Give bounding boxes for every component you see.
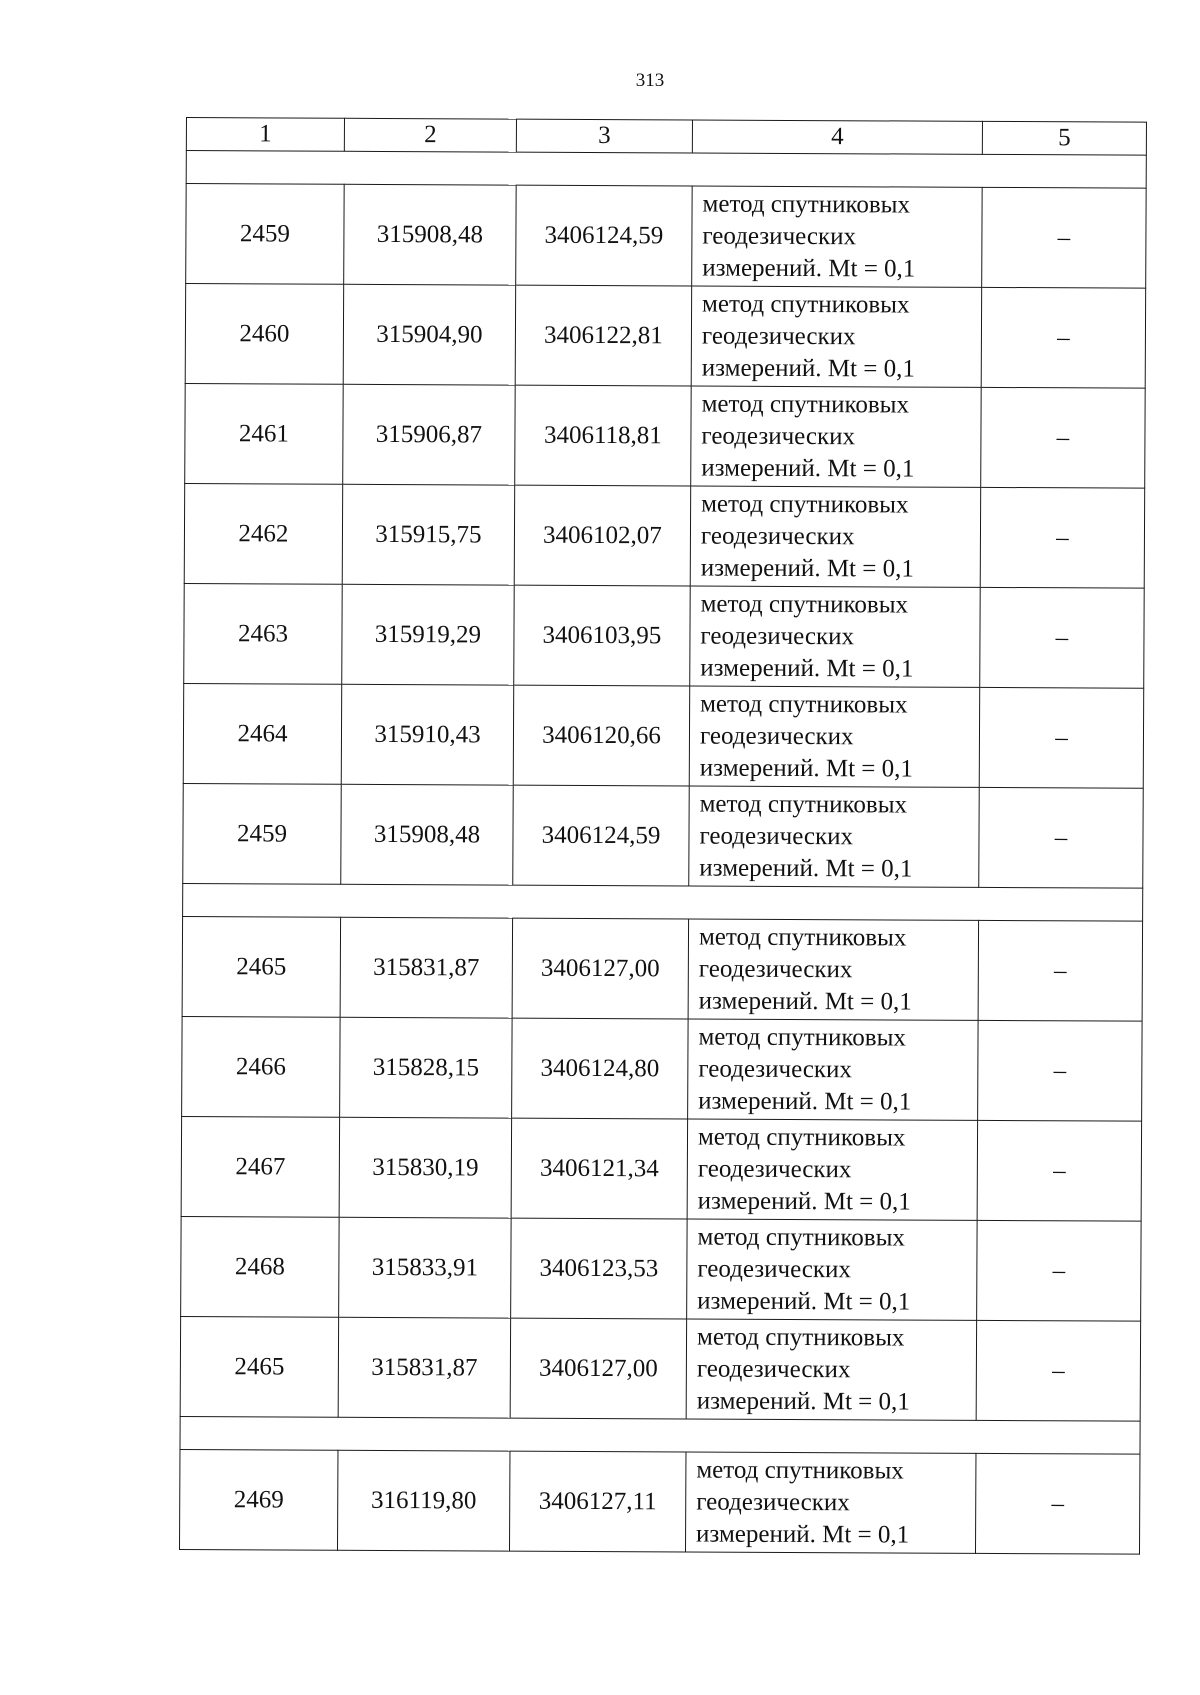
method-line-1: метод спутниковых: [696, 1456, 904, 1485]
description-cell: –: [981, 387, 1145, 488]
section-separator-row: [183, 883, 1143, 921]
method-line-1: метод спутниковых: [699, 790, 908, 819]
point-number-cell: 2465: [180, 1316, 338, 1417]
x-coordinate-cell: 315906,87: [343, 384, 515, 485]
method-line-3: измерений. Mt = 0,1: [701, 354, 915, 383]
section-separator-cell: [186, 151, 1146, 189]
header-cell-1: 1: [186, 118, 344, 152]
method-line-1: метод спутниковых: [696, 1323, 905, 1352]
x-coordinate-cell: 315910,43: [341, 684, 513, 785]
coordinates-table: [179, 117, 1147, 1555]
y-coordinate-cell: 3406102,07: [514, 485, 690, 586]
y-coordinate-cell: 3406124,59: [516, 185, 692, 286]
description-cell: –: [982, 187, 1146, 288]
point-number-cell: 2461: [185, 383, 343, 484]
method-cell: [690, 486, 980, 587]
method-line-1: метод спутниковых: [702, 290, 910, 319]
method-line-3: измерений. Mt = 0,1: [697, 1187, 911, 1216]
method-line-1: метод спутниковых: [697, 1123, 906, 1152]
section-separator-cell: [180, 1416, 1140, 1454]
method-line-2: геодезических: [697, 1155, 852, 1183]
description-cell: –: [979, 787, 1143, 888]
page-number: 313: [635, 70, 665, 91]
table-row: [181, 1116, 1141, 1221]
y-coordinate-cell: 3406123,53: [511, 1218, 687, 1319]
method-cell: [689, 686, 979, 787]
table-row: [184, 583, 1144, 688]
method-line-3: измерений. Mt = 0,1: [702, 254, 916, 283]
point-number-cell: 2459: [183, 783, 341, 884]
method-line-3: измерений. Mt = 0,1: [699, 754, 913, 783]
method-line-3: измерений. Mt = 0,1: [700, 554, 914, 583]
method-cell: [688, 919, 978, 1020]
method-cell: [691, 386, 981, 487]
x-coordinate-cell: 315908,48: [344, 184, 516, 285]
method-line-1: метод спутниковых: [698, 1023, 906, 1052]
coordinates-table-wrapper: [179, 117, 1146, 1555]
table-row: [181, 1216, 1141, 1321]
method-line-3: измерений. Mt = 0,1: [698, 1087, 912, 1116]
table-row: [179, 1449, 1139, 1554]
point-number-cell: 2462: [184, 483, 342, 584]
y-coordinate-cell: 3406127,00: [510, 1318, 686, 1419]
method-line-2: геодезических: [701, 422, 856, 450]
header-cell-5: 5: [982, 121, 1146, 155]
x-coordinate-cell: 315831,87: [340, 917, 512, 1018]
point-number-cell: 2463: [184, 583, 342, 684]
description-cell: –: [980, 487, 1144, 588]
x-coordinate-cell: 315828,15: [340, 1017, 512, 1118]
table-body: [179, 118, 1146, 1555]
method-line-2: геодезических: [700, 522, 855, 550]
x-coordinate-cell: 315830,19: [339, 1117, 511, 1218]
method-line-3: измерений. Mt = 0,1: [696, 1520, 910, 1549]
y-coordinate-cell: 3406103,95: [514, 585, 690, 686]
table-row: [185, 284, 1145, 389]
method-line-3: измерений. Mt = 0,1: [699, 854, 913, 883]
header-row: [186, 118, 1146, 156]
table-row: [180, 1316, 1140, 1421]
method-line-1: метод спутниковых: [698, 923, 907, 952]
method-line-2: геодезических: [701, 322, 856, 350]
header-cell-3: 3: [516, 119, 692, 153]
y-coordinate-cell: 3406127,00: [512, 918, 688, 1019]
method-line-1: метод спутниковых: [697, 1223, 906, 1252]
table-row: [183, 783, 1143, 888]
method-line-3: измерений. Mt = 0,1: [701, 454, 915, 483]
description-cell: –: [980, 587, 1144, 688]
x-coordinate-cell: 315831,87: [338, 1317, 510, 1418]
x-coordinate-cell: 315904,90: [343, 284, 515, 385]
method-cell: [688, 1019, 978, 1120]
method-line-2: геодезических: [698, 1055, 853, 1083]
header-cell-4: 4: [692, 120, 982, 154]
method-line-2: геодезических: [696, 1488, 850, 1516]
method-line-2: геодезических: [700, 622, 855, 650]
method-line-1: метод спутниковых: [700, 690, 908, 719]
method-line-3: измерений. Mt = 0,1: [696, 1387, 910, 1416]
table-row: [186, 184, 1146, 289]
description-cell: –: [978, 1020, 1142, 1121]
method-cell: [685, 1452, 975, 1553]
y-coordinate-cell: 3406127,11: [509, 1451, 685, 1552]
table-row: [182, 1016, 1142, 1121]
method-cell: [692, 186, 982, 287]
y-coordinate-cell: 3406118,81: [515, 385, 691, 486]
method-cell: [690, 586, 980, 687]
description-cell: –: [977, 1120, 1141, 1221]
method-line-2: геодезических: [699, 822, 854, 850]
x-coordinate-cell: 315919,29: [342, 584, 514, 685]
y-coordinate-cell: 3406124,80: [512, 1018, 688, 1119]
x-coordinate-cell: 315915,75: [342, 484, 514, 585]
point-number-cell: 2459: [186, 184, 344, 285]
method-line-2: геодезических: [698, 955, 853, 983]
header-cell-2: 2: [344, 118, 516, 152]
table-row: [183, 683, 1143, 788]
x-coordinate-cell: 316119,80: [337, 1450, 509, 1551]
method-line-3: измерений. Mt = 0,1: [698, 987, 912, 1016]
method-cell: [687, 1219, 977, 1320]
description-cell: –: [977, 1220, 1141, 1321]
method-line-3: измерений. Mt = 0,1: [697, 1287, 911, 1316]
method-line-2: геодезических: [697, 1255, 852, 1283]
point-number-cell: 2467: [181, 1116, 339, 1217]
table-row: [182, 916, 1142, 1021]
method-line-2: геодезических: [702, 222, 857, 250]
method-line-2: геодезических: [699, 722, 854, 750]
point-number-cell: 2465: [182, 916, 340, 1017]
y-coordinate-cell: 3406124,59: [513, 785, 689, 886]
point-number-cell: 2469: [179, 1449, 337, 1550]
method-line-1: метод спутниковых: [701, 390, 910, 419]
description-cell: –: [979, 687, 1143, 788]
method-line-2: геодезических: [696, 1355, 851, 1383]
point-number-cell: 2460: [185, 284, 343, 385]
method-cell: [689, 786, 979, 887]
x-coordinate-cell: 315908,48: [341, 784, 513, 885]
description-cell: –: [975, 1453, 1139, 1554]
description-cell: –: [976, 1320, 1140, 1421]
description-cell: –: [981, 287, 1145, 388]
point-number-cell: 2466: [182, 1016, 340, 1117]
section-separator-row: [186, 151, 1146, 189]
method-line-1: метод спутниковых: [700, 590, 909, 619]
y-coordinate-cell: 3406122,81: [515, 285, 691, 386]
method-line-1: метод спутниковых: [702, 190, 911, 219]
section-separator-cell: [183, 883, 1143, 921]
method-line-1: метод спутниковых: [701, 490, 909, 519]
table-row: [185, 383, 1145, 488]
point-number-cell: 2464: [183, 683, 341, 784]
point-number-cell: 2468: [181, 1216, 339, 1317]
y-coordinate-cell: 3406121,34: [511, 1118, 687, 1219]
description-cell: –: [978, 920, 1142, 1021]
x-coordinate-cell: 315833,91: [339, 1217, 511, 1318]
method-line-3: измерений. Mt = 0,1: [700, 654, 914, 683]
section-separator-row: [180, 1416, 1140, 1454]
method-cell: [687, 1119, 977, 1220]
method-cell: [691, 286, 981, 387]
method-cell: [686, 1319, 976, 1420]
y-coordinate-cell: 3406120,66: [513, 685, 689, 786]
table-row: [184, 483, 1144, 588]
